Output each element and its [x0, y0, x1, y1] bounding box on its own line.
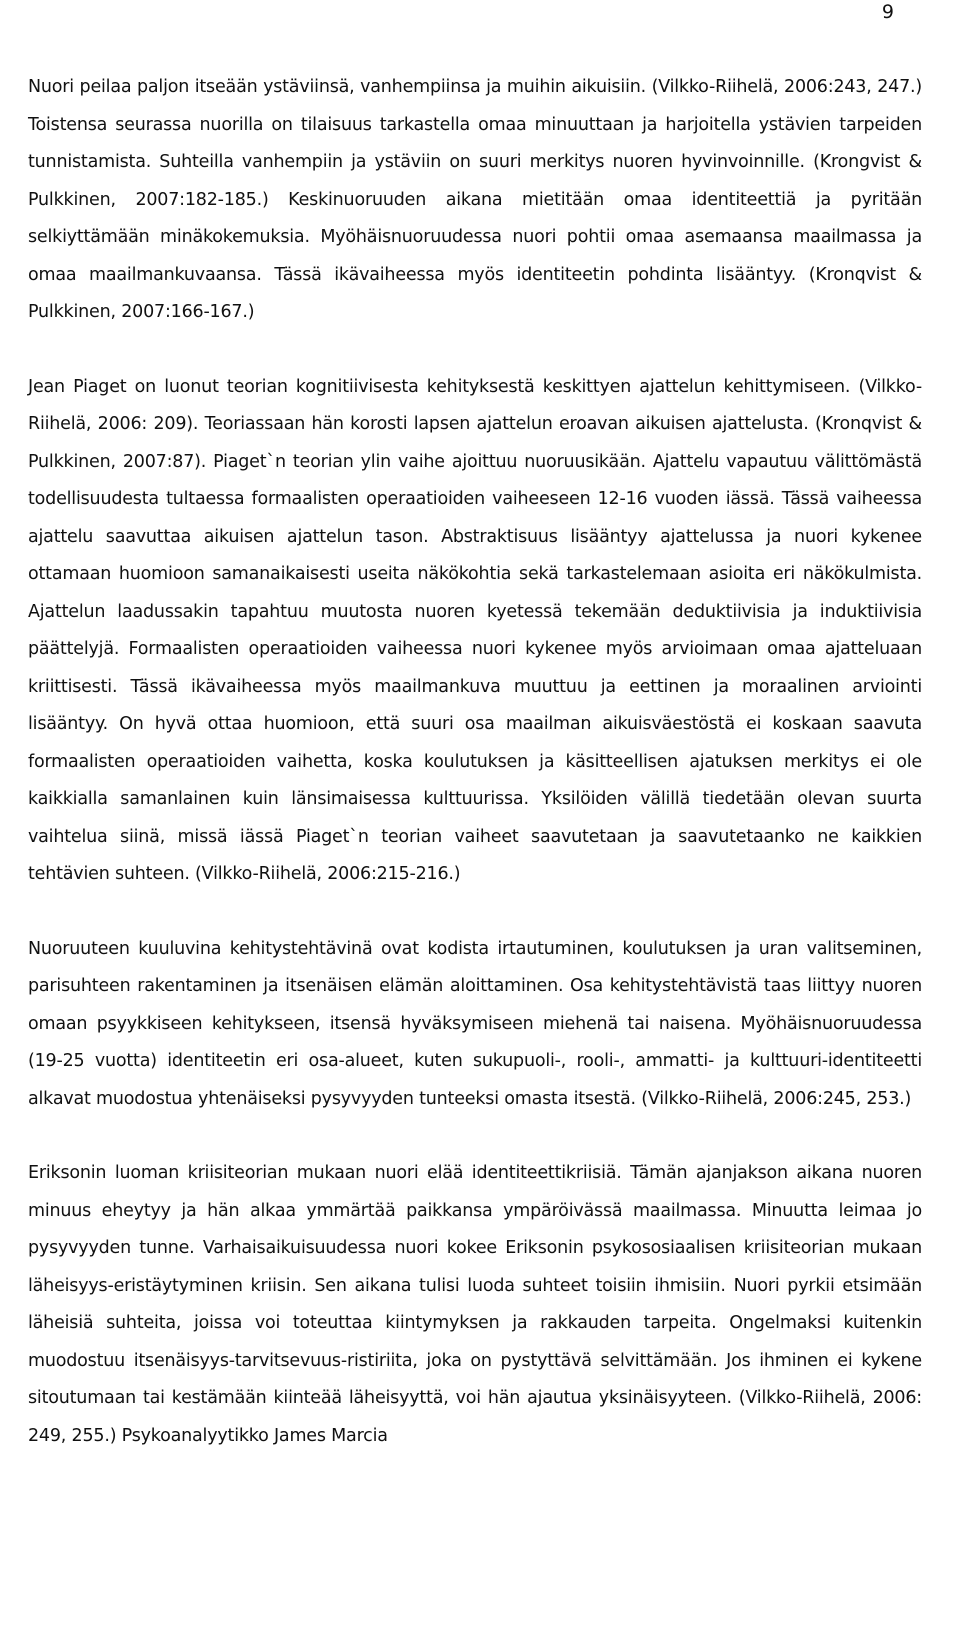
page-number: 9 [881, 1, 894, 23]
paragraph-peer-relations: Nuori peilaa paljon itseään ystäviinsä, vanhempiinsa ja muihin aikuisiin. (Vilkko-Riihelä, 2006:243, 247.) Toistensa seurassa nuorilla on tilaisuus tarkastella omaa minuuttaan ja harjoitella ystävien tarpeiden tunnistamista. Suhteilla vanhempiin ja ystäviin on suuri merkitys nuoren hyvinvoinnille. (Krongvist & Pulkkinen, 2007:182-185.) Keskinuoruuden aikana mietitään omaa identiteettiä ja pyritään selkiyttämään minäkokemuksia. Myöhäisnuoruudessa nuori pohtii omaa asemaansa maailmassa ja omaa maailmankuvaansa. Tässä ikävaiheessa myös identiteetin pohdinta lisääntyy. (Kronqvist & Pulkkinen, 2007:166-167.) [28, 77, 922, 322]
paragraph-erikson-theory: Eriksonin luoman kriisiteorian mukaan nuori elää identiteettikriisiä. Tämän ajanjakson aikana nuoren minuus eheytyy ja hän alkaa ymmärtää paikkansa ympäröivässä maailmassa. Minuutta leimaa jo pysyvyyden tunne. Varhaisaikuisuudessa nuori kokee Eriksonin psykososiaalisen kriisiteorian mukaan läheisyys-eristäytyminen kriisin. Sen aikana tulisi luoda suhteet toisiin ihmisiin. Nuori pyrkii etsimään läheisiä suhteita, joissa voi toteuttaa kiintymyksen ja rakkauden tarpeita. Ongelmaksi kuitenkin muodostuu itsenäisyys-tarvitsevuus-ristiriita, joka on pystyttävä selvittämään. Jos ihminen ei kykene sitoutumaan tai kestämään kiinteää läheisyyttä, voi hän ajautua yksinäisyyteen. (Vilkko-Riihelä, 2006: 249, 255.) Psykoanalyytikko James Marcia [28, 1163, 922, 1446]
paragraph-developmental-tasks: Nuoruuteen kuuluvina kehitystehtävinä ovat kodista irtautuminen, koulutuksen ja uran valitseminen, parisuhteen rakentaminen ja itsenäisen elämän aloittaminen. Osa kehitystehtävistä taas liittyy nuoren omaan psyykkiseen kehitykseen, itsensä hyväksymiseen miehenä tai naisena. Myöhäisnuoruudessa (19-25 vuotta) identiteetin eri osa-alueet, kuten sukupuoli-, rooli-, ammatti- ja kulttuuri-identiteetti alkavat muodostua yhtenäiseksi pysyvyyden tunteeksi omasta itsestä. (Vilkko-Riihelä, 2006:245, 253.) [28, 938, 922, 1109]
body-text [28, 69, 922, 1455]
paragraph-piaget-theory: Jean Piaget on luonut teorian kognitiivisesta kehityksestä keskittyen ajattelun kehittymiseen. (Vilkko-Riihelä, 2006: 209). Teoriassaan hän korosti lapsen ajattelun eroavan aikuisen ajattelusta. (Kronqvist & Pulkkinen, 2007:87). Piaget`n teorian ylin vaihe ajoittuu nuoruusikään. Ajattelu vapautuu välittömästä todellisuudesta tultaessa formaalisten operaatioiden vaiheeseen 12-16 vuoden iässä. Tässä vaiheessa ajattelu saavuttaa aikuisen ajattelun tason. Abstraktisuus lisääntyy ajattelussa ja nuori kykenee ottamaan huomioon samanaikaisesti useita näkökohtia sekä tarkastelemaan asioita eri näkökulmista. Ajattelun laadussakin tapahtuu muutosta nuoren kyetessä tekemään deduktiivisia ja induktiivisia päättelyjä. Formaalisten operaatioiden vaiheessa nuori kykenee myös arvioimaan omaa ajatteluaan kriittisesti. Tässä ikävaiheessa myös maailmankuva muuttuu ja eettinen ja moraalinen arviointi lisääntyy. On hyvä ottaa huomioon, että suuri osa maailman aikuisväestöstä ei koskaan saavuta formaalisten operaatioiden vaihetta, koska koulutuksen ja käsitteellisen ajatuksen merkitys ei ole kaikkialla samanlainen kuin länsimaisessa kulttuurissa. Yksilöiden välillä tiedetään olevan suurta vaihtelua siinä, missä iässä Piaget`n teorian vaiheet saavutetaan ja saavutetaanko ne kaikkien tehtävien suhteen. (Vilkko-Riihelä, 2006:215-216.) [28, 376, 922, 884]
